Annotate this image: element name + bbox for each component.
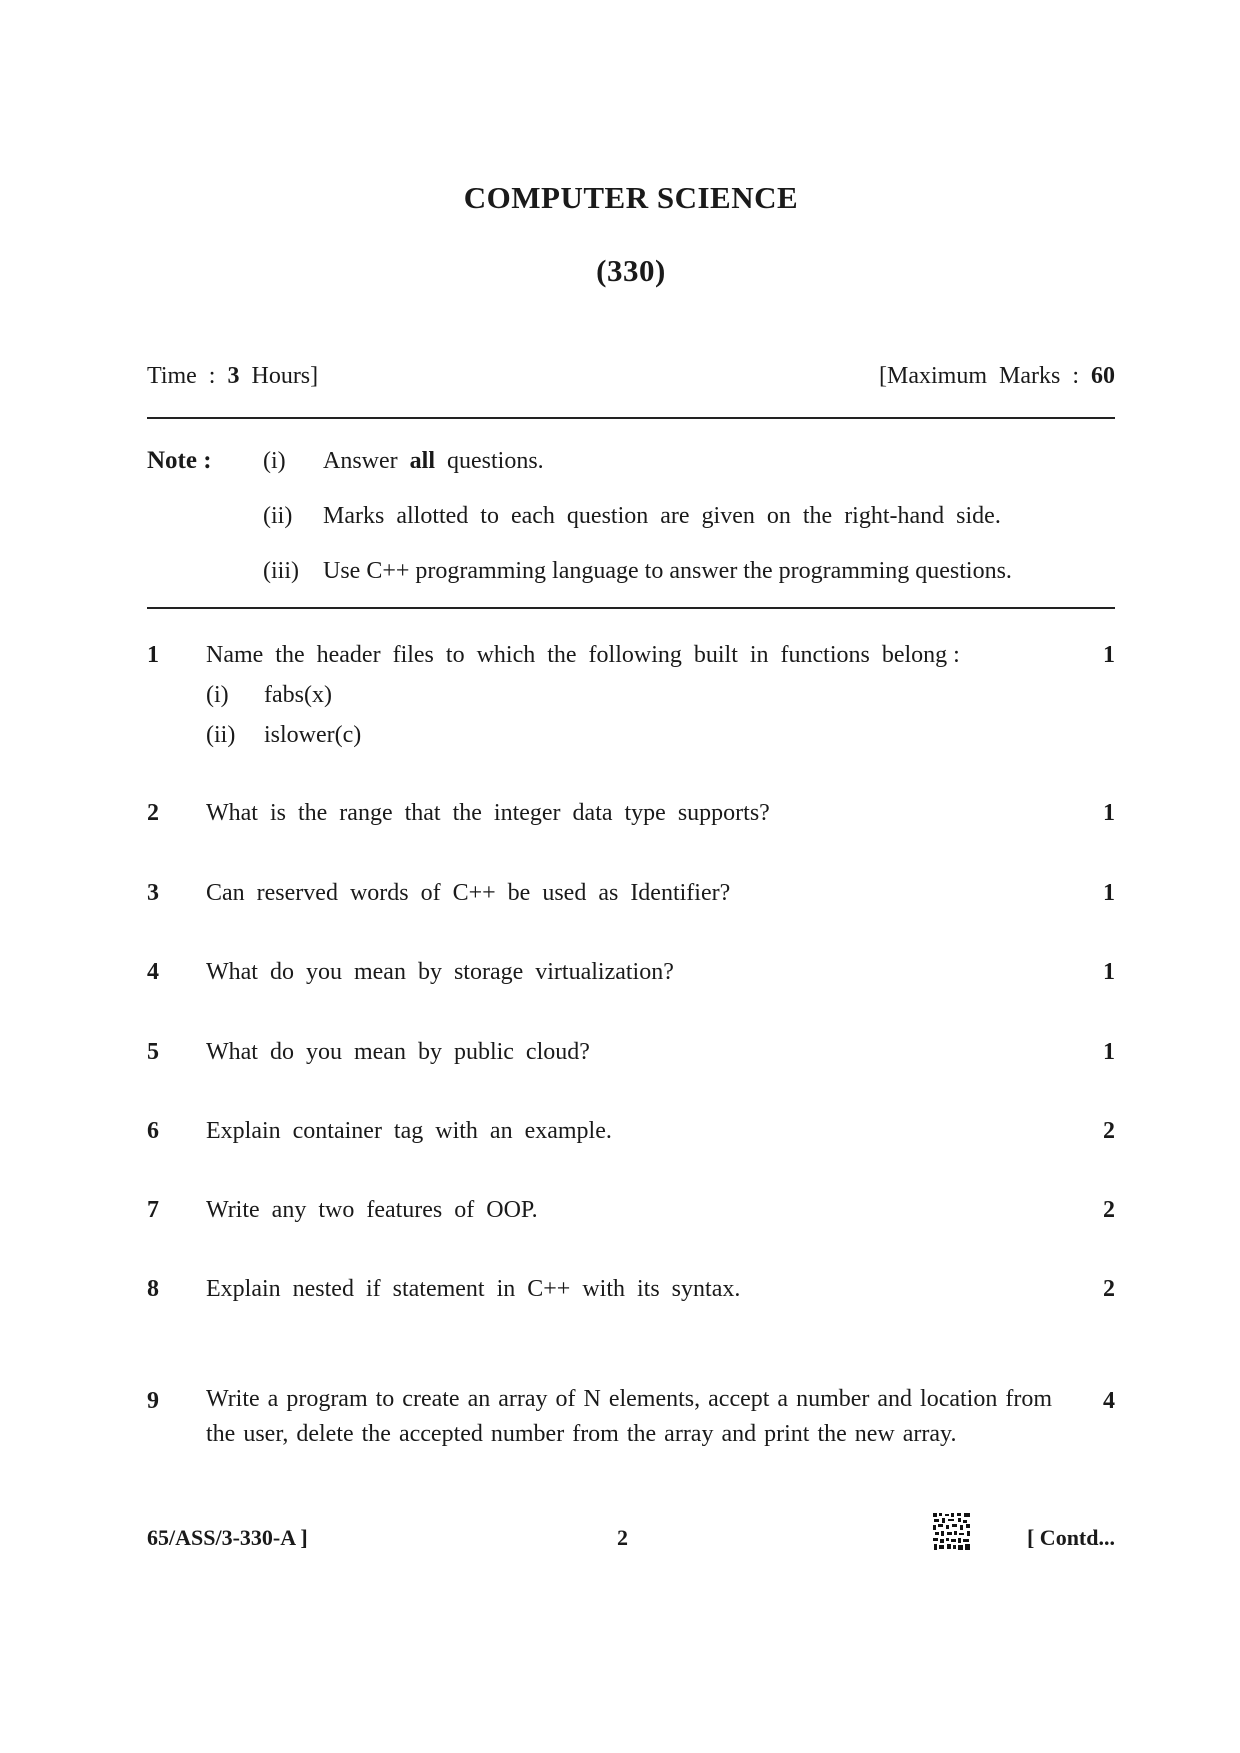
qr-code-graphic bbox=[932, 1512, 972, 1552]
question-number: 1 bbox=[147, 642, 159, 668]
question-number: 8 bbox=[147, 1276, 159, 1302]
question-text: What do you mean by public cloud? bbox=[206, 1039, 590, 1065]
question-number: 3 bbox=[147, 880, 159, 906]
question-text: Name the header files to which the following built in functions belong : bbox=[206, 642, 960, 668]
note-text-3: Use C++ programming language to answer the programming questions. bbox=[323, 558, 1012, 584]
page-number: 2 bbox=[617, 1525, 628, 1550]
question-number: 9 bbox=[147, 1388, 159, 1414]
question-text: Can reserved words of C++ be used as Identifier? bbox=[206, 880, 731, 906]
note-1-bold: all bbox=[409, 448, 435, 474]
note-text-2: Marks allotted to each question are given on the right-hand side. bbox=[323, 503, 1001, 529]
question-marks: 2 bbox=[1103, 1118, 1115, 1144]
question-text: What do you mean by storage virtualization? bbox=[206, 959, 674, 985]
marks-value: 60 bbox=[1091, 363, 1115, 389]
note-num-2: (ii) bbox=[263, 503, 293, 529]
note-1-pre: Answer bbox=[323, 448, 410, 474]
subject-title: COMPUTER SCIENCE bbox=[463, 180, 799, 215]
question-marks: 1 bbox=[1103, 1039, 1115, 1065]
note-text-1 bbox=[323, 448, 544, 475]
question-number: 5 bbox=[147, 1039, 159, 1065]
marks-prefix: [Maximum Marks : bbox=[879, 363, 1091, 389]
sub-question-text: fabs(x) bbox=[264, 682, 332, 708]
note-1-post: questions. bbox=[435, 448, 544, 474]
note-num-3: (iii) bbox=[263, 558, 299, 584]
question-text: What is the range that the integer data type supports? bbox=[206, 800, 770, 826]
question-marks: 1 bbox=[1103, 959, 1115, 985]
subject-code: (330) bbox=[596, 253, 666, 288]
continued-label: [ Contd... bbox=[1026, 1525, 1115, 1550]
qr-code-icon bbox=[932, 1512, 972, 1552]
question-number: 2 bbox=[147, 800, 159, 826]
note-label: Note : bbox=[147, 447, 212, 474]
question-number: 6 bbox=[147, 1118, 159, 1144]
paper-code: 65/ASS/3-330-A ] bbox=[147, 1525, 308, 1550]
notes-divider bbox=[147, 607, 1115, 609]
question-text: Explain container tag with an example. bbox=[206, 1118, 612, 1144]
question-number: 4 bbox=[147, 959, 159, 985]
time-value: 3 bbox=[227, 363, 240, 389]
note-num-1: (i) bbox=[263, 448, 286, 474]
sub-question-num: (i) bbox=[206, 682, 229, 708]
time-prefix: Time : bbox=[147, 363, 228, 389]
question-text: Explain nested if statement in C++ with its syntax. bbox=[206, 1276, 741, 1302]
question-marks: 2 bbox=[1103, 1197, 1115, 1223]
question-text: Write a program to create an array of N elements, accept a number and location from the user, delete the accepted number from the array and print the new array. bbox=[206, 1386, 1052, 1447]
sub-question-num: (ii) bbox=[206, 722, 236, 748]
max-marks-info bbox=[879, 363, 1115, 390]
question-marks: 1 bbox=[1103, 800, 1115, 826]
question-number: 7 bbox=[147, 1197, 159, 1223]
question-marks: 2 bbox=[1103, 1276, 1115, 1302]
question-marks: 4 bbox=[1103, 1388, 1115, 1414]
sub-question-text: islower(c) bbox=[264, 722, 362, 748]
question-marks: 1 bbox=[1103, 880, 1115, 906]
question-text: Write any two features of OOP. bbox=[206, 1197, 538, 1223]
question-marks: 1 bbox=[1103, 642, 1115, 668]
time-info bbox=[147, 363, 318, 390]
top-divider bbox=[147, 417, 1115, 419]
time-suffix: Hours] bbox=[239, 363, 319, 389]
